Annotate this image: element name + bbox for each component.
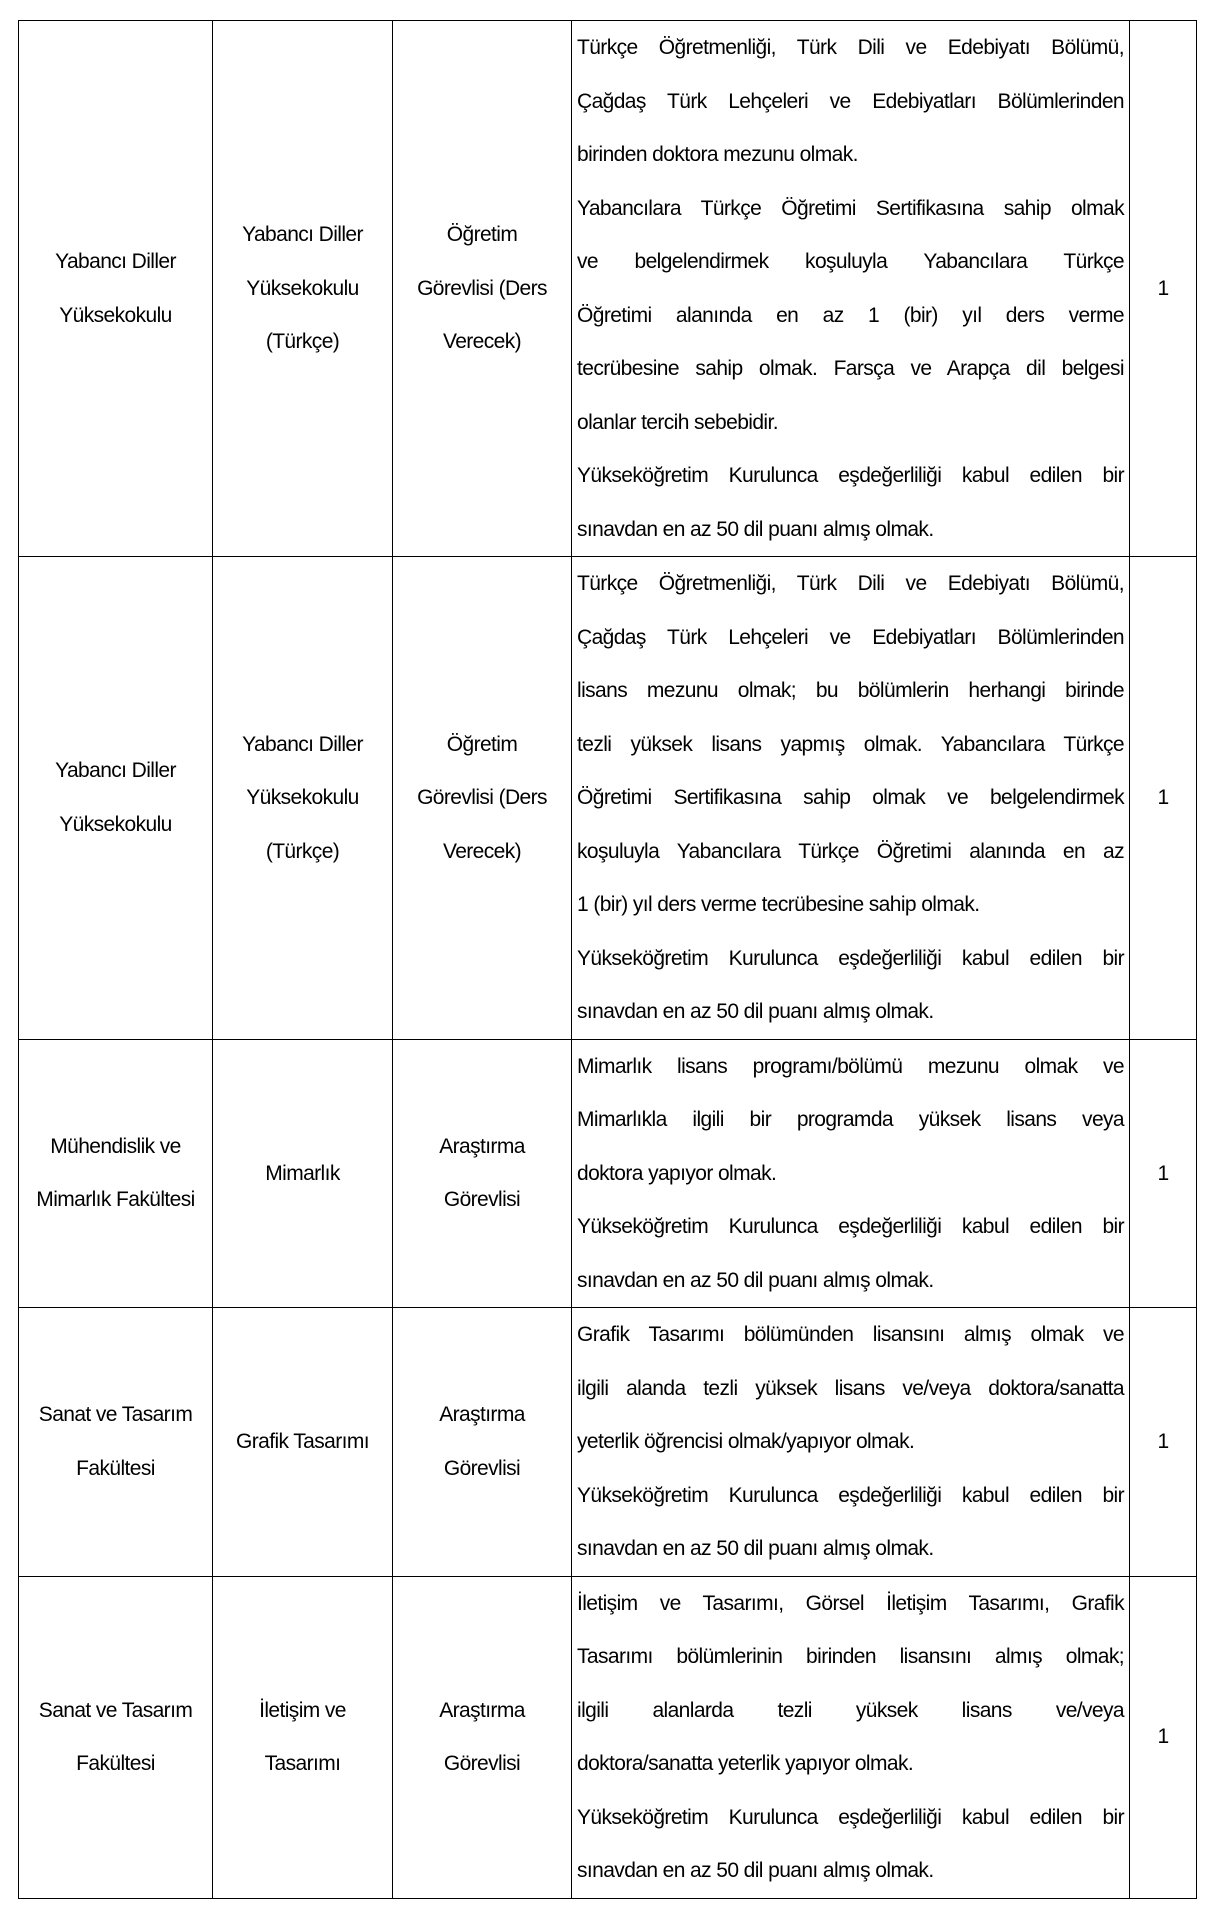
count-cell [1130, 1308, 1197, 1577]
requirement-line: koşuluyla Yabancılara Türkçe Öğretimi alanında en az [577, 839, 1124, 863]
requirement-line: 1 (bir) yıl ders verme tecrübesine sahip olmak. [577, 893, 980, 916]
position-line: Öğretim [446, 732, 518, 756]
faculty-cell [19, 1576, 213, 1898]
requirement-line: sınavdan en az 50 dil puanı almış olmak. [577, 1859, 934, 1882]
requirements-cell [572, 21, 1130, 557]
requirements-cell [572, 557, 1130, 1040]
requirement-line: tezli yüksek lisans yapmış olmak. Yabancılara Türkçe [577, 732, 1124, 756]
table-row [19, 21, 1197, 557]
table-row [19, 1039, 1197, 1308]
position-line: Araştırma [439, 1698, 525, 1722]
position-line: Öğretim [446, 223, 518, 247]
requirement-line: sınavdan en az 50 dil puanı almış olmak. [577, 517, 934, 541]
position-cell [393, 1308, 572, 1577]
requirement-line: Yükseköğretim Kurulunca eşdeğerliliği kabul edilen bir [577, 1215, 1124, 1238]
position-cell [393, 557, 572, 1040]
requirement-line: Türkçe Öğretmenliği, Türk Dili ve Edebiyatı Bölümü, [577, 572, 1124, 595]
faculty-cell [19, 557, 213, 1040]
requirement-line: Yükseköğretim Kurulunca eşdeğerliliği kabul edilen bir [577, 946, 1124, 970]
position-line: Görevlisi (Ders [417, 786, 547, 809]
positions-table [18, 20, 1197, 1899]
requirement-line: tecrübesine sahip olmak. Farsça ve Arapça dil belgesi [577, 357, 1124, 380]
requirement-line: Tasarımı bölümlerinin birinden lisansını almış olmak; [577, 1645, 1124, 1668]
requirement-line: yeterlik öğrencisi olmak/yapıyor olmak. [577, 1430, 915, 1453]
position-line: Verecek) [442, 839, 522, 863]
faculty-line: Fakültesi [76, 1456, 155, 1480]
position-line: Araştırma [439, 1134, 525, 1158]
department-line: Yabancı Diller [242, 732, 363, 756]
requirement-line: Mimarlıkla ilgili bir programda yüksek lisans veya [577, 1108, 1124, 1131]
department-line: (Türkçe) [265, 839, 340, 863]
faculty-line: Yüksekokulu [59, 303, 172, 327]
position-line: Araştırma [439, 1403, 525, 1427]
department-cell [213, 21, 393, 557]
requirement-line: Yükseköğretim Kurulunca eşdeğerliliği kabul edilen bir [577, 1483, 1124, 1507]
count-cell [1130, 21, 1197, 557]
requirement-line: Öğretimi alanında en az 1 (bir) yıl ders verme [577, 303, 1124, 327]
department-line: (Türkçe) [265, 330, 340, 354]
requirement-line: Mimarlık lisans programı/bölümü mezunu olmak ve [577, 1054, 1124, 1078]
table-row [19, 557, 1197, 1040]
requirements-cell [572, 1576, 1130, 1898]
table-row [19, 1308, 1197, 1577]
count-cell [1130, 1039, 1197, 1308]
requirement-line: Yükseköğretim Kurulunca eşdeğerliliği kabul edilen bir [577, 464, 1124, 487]
requirement-line: olanlar tercih sebebidir. [577, 410, 778, 434]
position-cell [393, 1039, 572, 1308]
position-line: Verecek) [442, 330, 522, 354]
requirement-line: ilgili alanlarda tezli yüksek lisans ve/veya [577, 1698, 1124, 1722]
requirement-line: Öğretimi Sertifikasına sahip olmak ve belgelendirmek [577, 786, 1124, 809]
requirement-line: birinden doktora mezunu olmak. [577, 143, 858, 166]
department-line: Yüksekokulu [246, 786, 359, 809]
faculty-cell [19, 1039, 213, 1308]
department-line: Yabancı Diller [242, 223, 363, 247]
table-row [19, 1576, 1197, 1898]
department-cell [213, 1308, 393, 1577]
count-cell [1130, 1576, 1197, 1898]
requirement-line: sınavdan en az 50 dil puanı almış olmak. [577, 1000, 934, 1023]
department-line: İletişim ve [259, 1698, 346, 1722]
department-cell [213, 557, 393, 1040]
position-count: 1 [1157, 786, 1169, 809]
requirement-line: doktora yapıyor olmak. [577, 1161, 777, 1185]
faculty-line: Sanat ve Tasarım [38, 1403, 193, 1427]
requirement-line: sınavdan en az 50 dil puanı almış olmak. [577, 1268, 934, 1292]
requirement-line: lisans mezunu olmak; bu bölümlerin herhangi birinde [577, 679, 1124, 702]
requirement-line: Yükseköğretim Kurulunca eşdeğerliliği kabul edilen bir [577, 1805, 1124, 1829]
faculty-line: Yüksekokulu [59, 812, 172, 836]
count-cell [1130, 557, 1197, 1040]
faculty-line: Fakültesi [76, 1752, 155, 1775]
department-line: Tasarımı [264, 1752, 341, 1775]
requirement-line: Çağdaş Türk Lehçeleri ve Edebiyatları Bölümlerinden [577, 89, 1124, 113]
position-count: 1 [1157, 1161, 1169, 1185]
department-line: Mimarlık [265, 1161, 340, 1185]
requirement-line: Grafik Tasarımı bölümünden lisansını almış olmak ve [577, 1323, 1124, 1346]
requirement-line: İletişim ve Tasarımı, Görsel İletişim Tasarımı, Grafik [577, 1591, 1124, 1615]
faculty-line: Mimarlık Fakültesi [36, 1188, 195, 1212]
faculty-line: Mühendislik ve [50, 1134, 181, 1158]
requirement-line: sınavdan en az 50 dil puanı almış olmak. [577, 1537, 934, 1560]
requirements-cell [572, 1039, 1130, 1308]
position-line: Görevlisi (Ders [417, 276, 547, 300]
position-count: 1 [1157, 1725, 1169, 1749]
department-line: Grafik Tasarımı [236, 1430, 369, 1453]
requirement-line: Yabancılara Türkçe Öğretimi Sertifikasına sahip olmak [577, 196, 1124, 220]
requirement-line: doktora/sanatta yeterlik yapıyor olmak. [577, 1752, 914, 1775]
requirement-line: Türkçe Öğretmenliği, Türk Dili ve Edebiyatı Bölümü, [577, 36, 1124, 59]
requirement-line: Çağdaş Türk Lehçeleri ve Edebiyatları Bölümlerinden [577, 625, 1124, 649]
position-line: Görevlisi [443, 1188, 521, 1212]
department-cell [213, 1039, 393, 1308]
department-cell [213, 1576, 393, 1898]
position-cell [393, 1576, 572, 1898]
department-line: Yüksekokulu [246, 276, 359, 300]
faculty-line: Yabancı Diller [55, 759, 176, 783]
requirement-line: ve belgelendirmek koşuluyla Yabancılara Türkçe [577, 250, 1124, 273]
position-line: Görevlisi [443, 1752, 521, 1775]
position-count: 1 [1157, 1430, 1169, 1453]
faculty-cell [19, 21, 213, 557]
position-cell [393, 21, 572, 557]
faculty-line: Sanat ve Tasarım [38, 1698, 193, 1722]
faculty-cell [19, 1308, 213, 1577]
position-line: Görevlisi [443, 1456, 521, 1480]
faculty-line: Yabancı Diller [55, 250, 176, 273]
requirements-cell [572, 1308, 1130, 1577]
position-count: 1 [1157, 276, 1169, 300]
requirement-line: ilgili alanda tezli yüksek lisans ve/veya doktora/sanatta [577, 1376, 1124, 1400]
